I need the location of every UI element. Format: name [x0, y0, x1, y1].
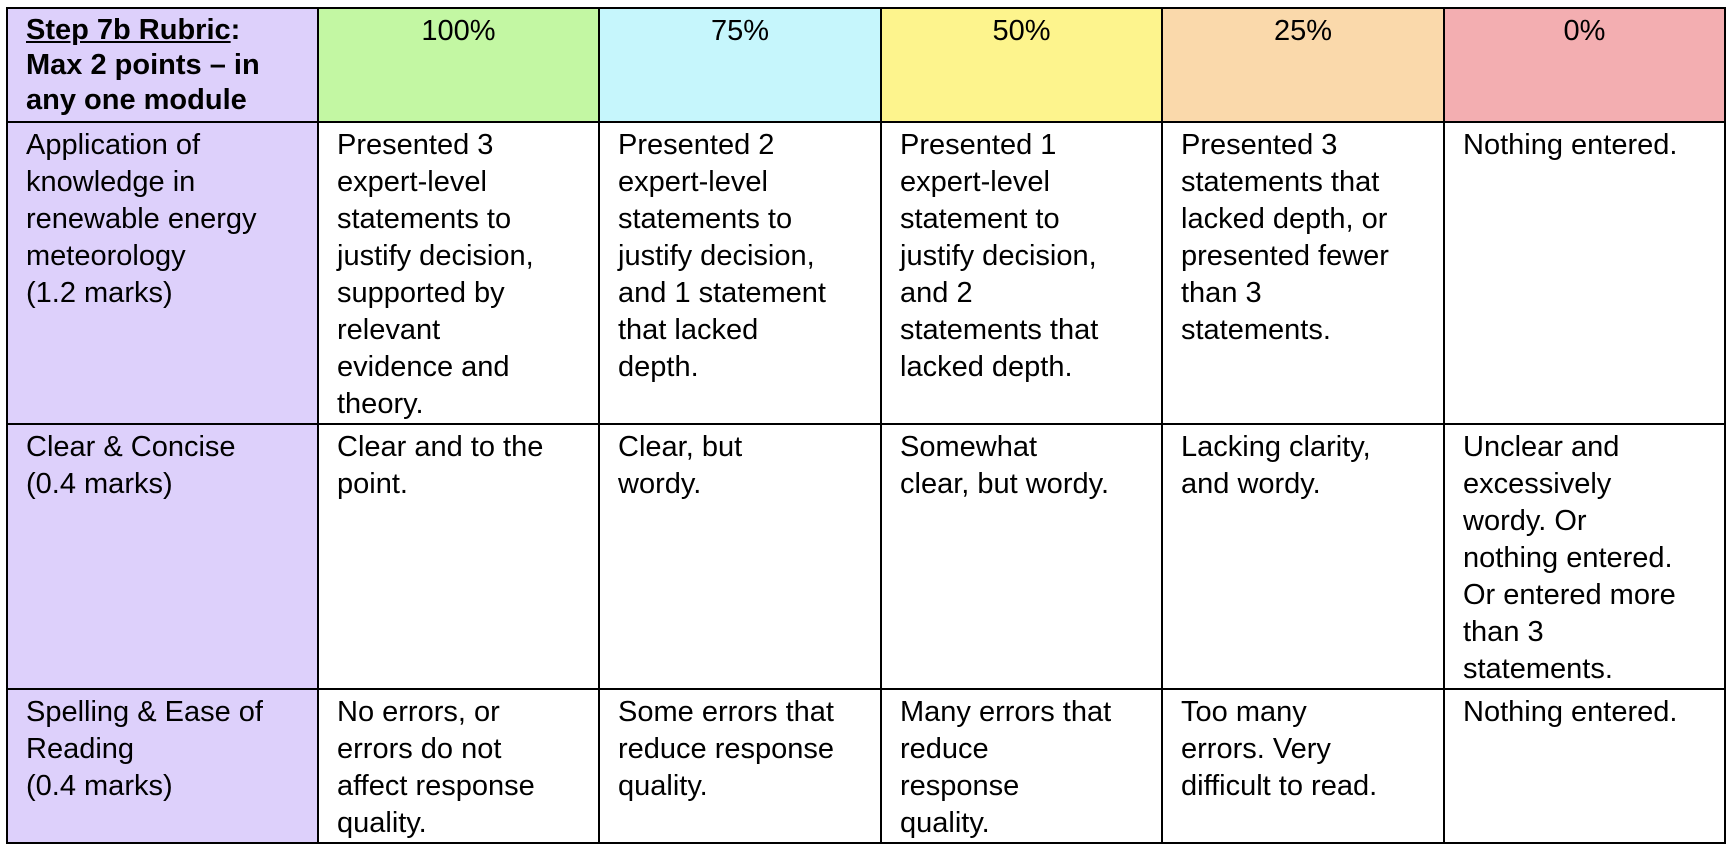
- cell-text-line: knowledge in: [26, 166, 196, 198]
- cell-text-line: renewable energy: [26, 203, 257, 235]
- cell-text-line: wordy. Or: [1463, 505, 1587, 537]
- cell-text-line: Presented 3: [337, 129, 494, 161]
- cell-text-line: Application of: [26, 129, 201, 161]
- cell-text-line: supported by: [337, 277, 505, 309]
- cell-text-line: (0.4 marks): [26, 770, 173, 802]
- cell-text-line: statements that: [1181, 166, 1380, 198]
- cell-text-line: Presented 3: [1181, 129, 1338, 161]
- rubric-title-colon: :: [230, 14, 241, 46]
- cell-text-line: No errors, or: [337, 696, 500, 728]
- cell-text-line: Clear & Concise: [26, 431, 236, 463]
- cell-text-line: relevant: [337, 314, 441, 346]
- cell-text-line: statements.: [1181, 314, 1331, 346]
- cell-text-line: expert-level: [337, 166, 487, 198]
- level-header-25: 25%: [1162, 8, 1444, 122]
- descriptor-cell-75: [599, 689, 881, 843]
- level-header-75: 75%: [599, 8, 881, 122]
- cell-text-line: Presented 1: [900, 129, 1057, 161]
- cell-text-line: that lacked: [618, 314, 759, 346]
- cell-text-line: statement to: [900, 203, 1060, 235]
- level-header-100: 100%: [318, 8, 599, 122]
- level-header-50: 50%: [881, 8, 1162, 122]
- descriptor-cell-100: [318, 424, 599, 689]
- cell-text-line: statements.: [1463, 653, 1613, 685]
- descriptor-cell-75: [599, 424, 881, 689]
- cell-text-line: Some errors that: [618, 696, 834, 728]
- cell-text-line: and 2: [900, 277, 973, 309]
- cell-text-line: quality.: [618, 770, 708, 802]
- cell-text-line: Nothing entered.: [1463, 129, 1678, 161]
- cell-text-line: quality.: [900, 807, 990, 839]
- descriptor-cell-25: [1162, 424, 1444, 689]
- rubric-title-cell: [7, 8, 318, 122]
- cell-text-line: than 3: [1463, 616, 1544, 648]
- rubric-subtitle-line-1: Max 2 points – in: [26, 49, 260, 81]
- cell-text-line: and wordy.: [1181, 468, 1321, 500]
- cell-text-line: depth.: [618, 351, 699, 383]
- cell-text-line: response: [900, 770, 1020, 802]
- descriptor-cell-75: [599, 122, 881, 424]
- cell-text-line: Lacking clarity,: [1181, 431, 1371, 463]
- descriptor-cell-0: [1444, 689, 1725, 843]
- cell-text-line: reduce: [900, 733, 989, 765]
- cell-text-line: affect response: [337, 770, 535, 802]
- descriptor-cell-100: [318, 122, 599, 424]
- cell-text-line: and 1 statement: [618, 277, 826, 309]
- criterion-cell: [7, 424, 318, 689]
- cell-text-line: expert-level: [618, 166, 768, 198]
- descriptor-cell-25: [1162, 122, 1444, 424]
- cell-text-line: difficult to read.: [1181, 770, 1378, 802]
- rubric-subtitle-line-2: any one module: [26, 84, 247, 116]
- descriptor-cell-50: [881, 689, 1162, 843]
- cell-text-line: statements to: [618, 203, 793, 235]
- cell-text-line: Reading: [26, 733, 135, 765]
- cell-text-line: justify decision,: [900, 240, 1097, 272]
- cell-text-line: justify decision,: [337, 240, 534, 272]
- cell-text-line: (0.4 marks): [26, 468, 173, 500]
- rubric-title: Step 7b Rubric: [26, 14, 231, 46]
- criterion-row-spelling: [7, 689, 1725, 843]
- cell-text-line: clear, but wordy.: [900, 468, 1110, 500]
- descriptor-cell-50: [881, 122, 1162, 424]
- cell-text-line: justify decision,: [618, 240, 815, 272]
- level-header-0: 0%: [1444, 8, 1725, 122]
- cell-text-line: Too many: [1181, 696, 1307, 728]
- cell-text-line: expert-level: [900, 166, 1050, 198]
- cell-text-line: Presented 2: [618, 129, 775, 161]
- cell-text-line: excessively: [1463, 468, 1612, 500]
- criterion-cell: [7, 122, 318, 424]
- cell-text-line: Clear and to the: [337, 431, 544, 463]
- rubric-table: [6, 7, 1726, 844]
- cell-text-line: point.: [337, 468, 408, 500]
- descriptor-cell-100: [318, 689, 599, 843]
- cell-text-line: quality.: [337, 807, 427, 839]
- cell-text-line: errors do not: [337, 733, 502, 765]
- descriptor-cell-0: [1444, 424, 1725, 689]
- cell-text-line: statements that: [900, 314, 1099, 346]
- header-row: [7, 8, 1725, 122]
- criterion-cell: [7, 689, 318, 843]
- cell-text-line: errors. Very: [1181, 733, 1331, 765]
- cell-text-line: lacked depth.: [900, 351, 1073, 383]
- cell-text-line: than 3: [1181, 277, 1262, 309]
- cell-text-line: Or entered more: [1463, 579, 1676, 611]
- cell-text-line: evidence and: [337, 351, 510, 383]
- cell-text-line: lacked depth, or: [1181, 203, 1388, 235]
- cell-text-line: reduce response: [618, 733, 835, 765]
- cell-text-line: wordy.: [618, 468, 702, 500]
- cell-text-line: presented fewer: [1181, 240, 1389, 272]
- cell-text-line: Spelling & Ease of: [26, 696, 263, 728]
- cell-text-line: (1.2 marks): [26, 277, 173, 309]
- cell-text-line: Many errors that: [900, 696, 1112, 728]
- descriptor-cell-50: [881, 424, 1162, 689]
- criterion-row-application: [7, 122, 1725, 424]
- descriptor-cell-25: [1162, 689, 1444, 843]
- cell-text-line: Unclear and: [1463, 431, 1620, 463]
- cell-text-line: Nothing entered.: [1463, 696, 1678, 728]
- descriptor-cell-0: [1444, 122, 1725, 424]
- cell-text-line: nothing entered.: [1463, 542, 1673, 574]
- cell-text-line: statements to: [337, 203, 512, 235]
- cell-text-line: theory.: [337, 388, 424, 420]
- cell-text-line: meteorology: [26, 240, 186, 272]
- cell-text-line: Somewhat: [900, 431, 1038, 463]
- cell-text-line: Clear, but: [618, 431, 743, 463]
- criterion-row-clear-concise: [7, 424, 1725, 689]
